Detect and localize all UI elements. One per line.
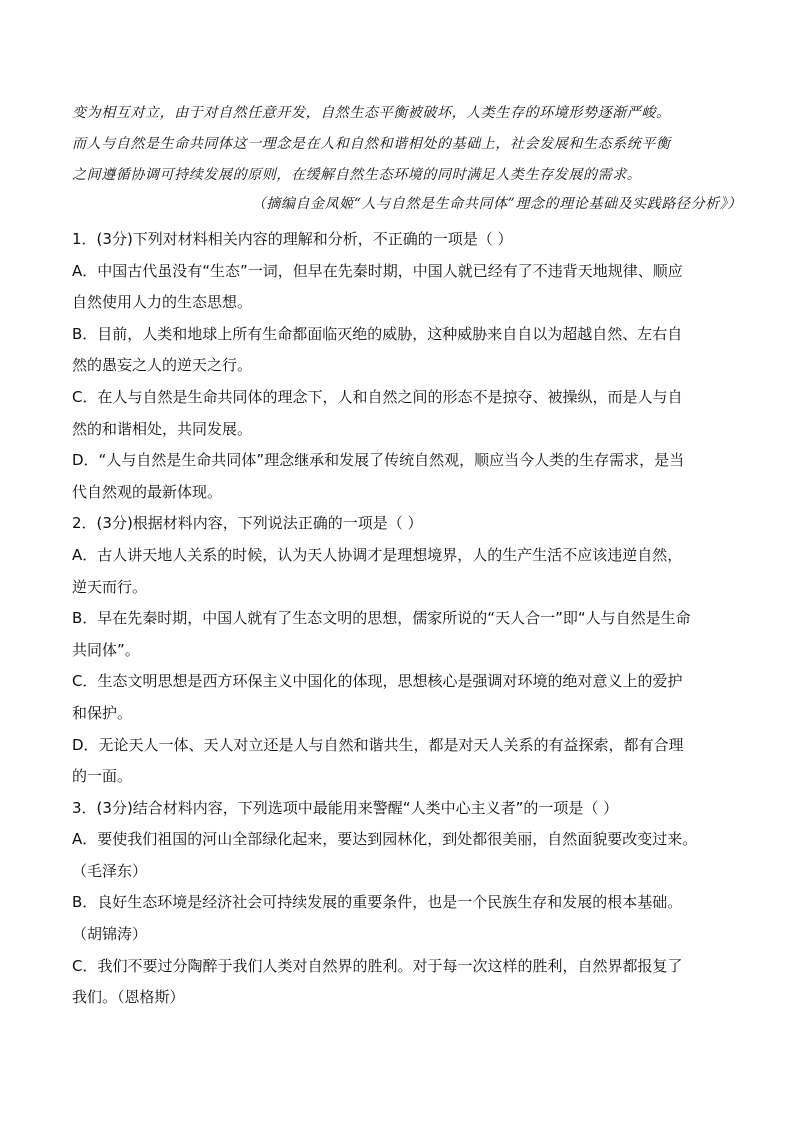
option-a xyxy=(72,256,752,319)
option-text: C．在人与自然是生命共同体的理念下，人和自然之间的形态不是掠夺、被操纵，而是人与自 xyxy=(72,387,683,406)
question-list xyxy=(72,224,752,1014)
option-text-cont: 和保护。 xyxy=(72,703,133,722)
option-text-cont: （胡锦涛） xyxy=(72,925,148,944)
option-b xyxy=(72,887,752,950)
question-stem: 2．(3分)根据材料内容，下列说法正确的一项是（ ） xyxy=(72,514,423,533)
option-text-cont: 然的愚妄之人的逆天之行。 xyxy=(72,356,253,375)
reading-passage xyxy=(72,98,742,220)
option-text-cont: （毛泽东） xyxy=(72,861,148,880)
option-text-cont: 然的和谐相处，共同发展。 xyxy=(72,419,253,438)
option-text-cont: 逆天而行。 xyxy=(72,577,148,596)
option-text-cont: 的一面。 xyxy=(72,767,133,786)
option-b xyxy=(72,319,752,382)
option-text-cont: 代自然观的最新体现。 xyxy=(72,482,223,501)
option-text: A．古人讲天地人关系的时候，认为天人协调才是理想境界，人的生产生活不应该违逆自然， xyxy=(72,545,683,564)
option-b xyxy=(72,603,752,666)
option-c xyxy=(72,951,752,1014)
question-stem: 3．(3分)结合材料内容，下列选项中最能用来警醒“人类中心主义者”的一项是（ ） xyxy=(72,798,619,817)
option-c xyxy=(72,666,752,729)
question-2 xyxy=(72,508,752,792)
passage-line: 之间遵循协调可持续发展的原则，在缓解自然生态环境的同时满足人类生存发展的需求。 xyxy=(72,167,642,183)
option-d xyxy=(72,730,752,793)
passage-line: 变为相互对立，由于对自然任意开发，自然生态平衡被破坏，人类生存的环境形势逐渐严峻。 xyxy=(72,105,671,121)
option-text: A．中国古代虽没有“生态”一词，但早在先秦时期，中国人就已经有了不违背天地规律、顺应 xyxy=(72,261,683,280)
passage-source: （摘编自金凤姬“人与自然是生命共同体”理念的理论基础及实践路径分析》） xyxy=(251,196,742,212)
option-d xyxy=(72,445,752,508)
option-text-cont: 我们。（恩格斯） xyxy=(72,988,185,1007)
option-text: A．要使我们祖国的河山全部绿化起来，要达到园林化，到处都很美丽，自然面貌要改变过来。 xyxy=(72,830,698,849)
option-text-cont: 自然使用人力的生态思想。 xyxy=(72,293,253,312)
question-stem: 1．(3分)下列对材料相关内容的理解和分析，不正确的一项是（ ） xyxy=(72,230,513,248)
option-text: B．早在先秦时期，中国人就有了生态文明的思想，儒家所说的“天人合一”即“人与自然是生命 xyxy=(72,609,691,628)
option-text: D．“人与自然是生命共同体”理念继承和发展了传统自然观，顺应当今人类的生存需求，是当 xyxy=(72,451,685,470)
option-a xyxy=(72,824,752,887)
option-text: D．无论天人一体、天人对立还是人与自然和谐共生，都是对天人关系的有益探索，都有合理 xyxy=(72,735,684,754)
question-1 xyxy=(72,224,752,508)
option-c xyxy=(72,382,752,445)
question-3 xyxy=(72,793,752,1014)
option-a xyxy=(72,540,752,603)
option-text: B．目前，人类和地球上所有生命都面临灭绝的威胁，这种威胁来自自以为超越自然、左右自 xyxy=(72,324,683,343)
option-text-cont: 共同体”。 xyxy=(72,640,140,659)
passage-line: 而人与自然是生命共同体这一理念是在人和自然和谐相处的基础上，社会发展和生态系统平衡 xyxy=(72,136,671,152)
option-text: C．我们不要过分陶醉于我们人类对自然界的胜利。对于每一次这样的胜利，自然界都报复了 xyxy=(72,956,683,975)
option-text: C．生态文明思想是西方环保主义中国化的体现，思想核心是强调对环境的绝对意义上的爱护 xyxy=(72,672,683,691)
option-text: B．良好生态环境是经济社会可持续发展的重要条件，也是一个民族生存和发展的根本基础。 xyxy=(72,893,683,912)
